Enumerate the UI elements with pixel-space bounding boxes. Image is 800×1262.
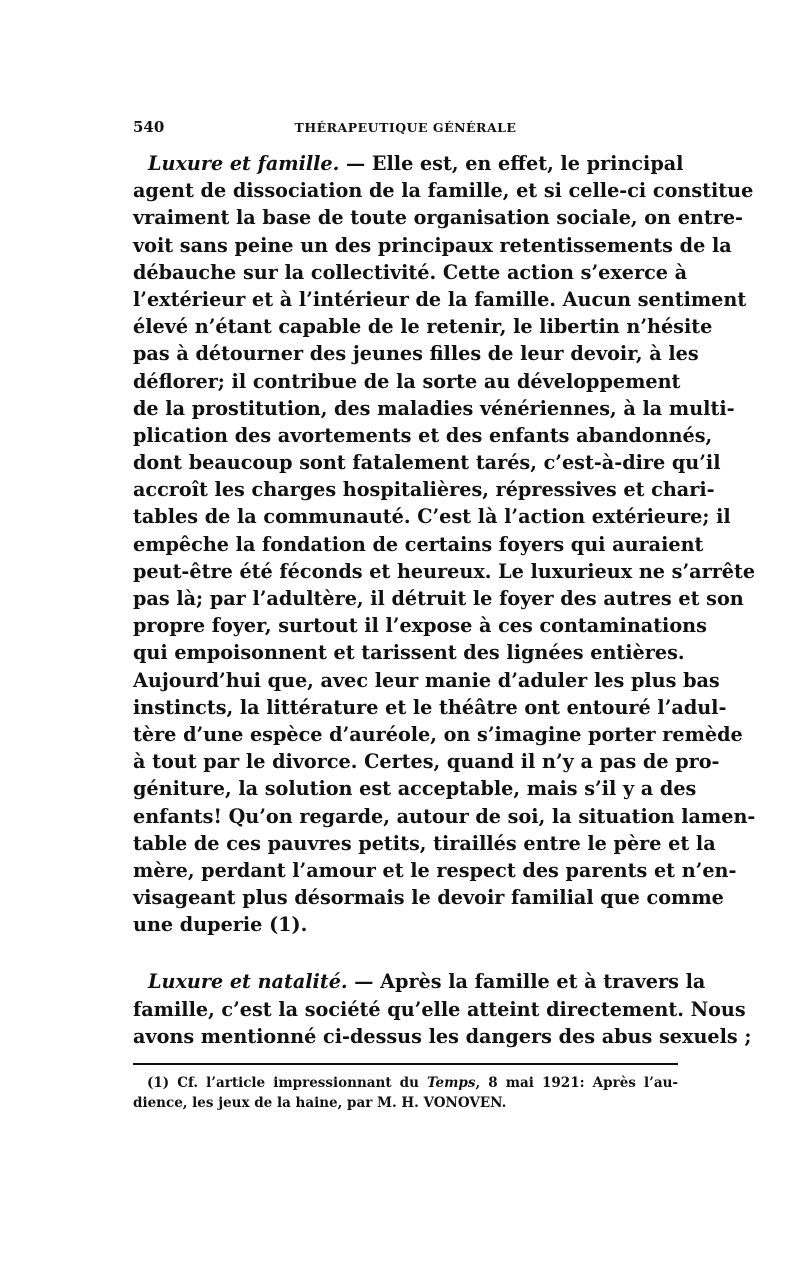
footnote-text: Cf. l’article impressionnant du <box>169 1075 428 1091</box>
text-line: Aujourd’hui que, avec leur manie d’aduler les plus bas <box>133 668 720 692</box>
text-line: peut-être été féconds et heureux. Le luxurieux ne s’arrête <box>133 559 756 583</box>
text-line: déflorer; il contribue de la sorte au développement <box>133 369 681 393</box>
text-line <box>133 150 684 177</box>
text-line: famille, c’est la société qu’elle atteint directement. Nous <box>133 997 746 1021</box>
footnote-rule <box>133 1063 678 1065</box>
footnote-journal-title: Temps <box>427 1075 476 1091</box>
text-line: accroît les charges hospitalières, répressives et chari- <box>133 478 715 502</box>
text-line <box>133 968 706 995</box>
section-heading: Luxure et natalité. <box>148 970 348 994</box>
footnote-line <box>133 1073 678 1093</box>
text-line: de la prostitution, des maladies vénériennes, à la multi- <box>133 396 735 420</box>
text-line: débauche sur la collectivité. Cette action s’exerce à <box>133 260 688 284</box>
text-line: enfants! Qu’on regarde, autour de soi, la situation lamen- <box>133 804 756 828</box>
paragraph-luxure-et-natalite <box>133 968 752 1050</box>
text-line: visageant plus désormais le devoir familial que comme <box>133 886 724 910</box>
footnote-text: , 8 mai 1921: Après l’au- <box>475 1075 678 1091</box>
paragraph-gap <box>133 938 678 968</box>
text-line-content: — Elle est, en effet, le principal <box>339 152 684 175</box>
footnotes <box>133 1073 678 1113</box>
running-header <box>133 118 678 142</box>
text-line: tables de la communauté. C’est là l’action extérieure; il <box>133 505 731 529</box>
text-line: qui empoisonnent et tarissent des lignées entières. <box>133 641 685 665</box>
text-line: élevé n’étant capable de le retenir, le libertin n’hésite <box>133 315 713 339</box>
text-line: dont beaucoup sont fatalement tarés, c’est-à-dire qu’il <box>133 451 721 475</box>
text-line: plication des avortements et des enfants abandonnés, <box>133 423 713 447</box>
text-line-content: — Après la famille et à travers la <box>347 970 706 994</box>
footnote-marker: (1) <box>147 1075 170 1091</box>
page-number: 540 <box>133 118 165 136</box>
section-heading: Luxure et famille. <box>148 152 340 175</box>
text-line: agent de dissociation de la famille, et si celle-ci constitue <box>133 179 754 203</box>
text-line: pas là; par l’adultère, il détruit le foyer des autres et son <box>133 587 744 610</box>
text-line: mère, perdant l’amour et le respect des parents et n’en- <box>133 858 737 882</box>
paragraph-luxure-et-famille <box>133 150 756 938</box>
text-line: une duperie (1). <box>133 913 308 937</box>
text-line: tère d’une espèce d’auréole, on s’imagine porter remède <box>133 722 743 746</box>
footnote-line: dience, les jeux de la haine, par M. H. VONOVEN. <box>133 1095 507 1111</box>
text-line: propre foyer, surtout il l’expose à ces contaminations <box>133 614 707 638</box>
text-line: avons mentionné ci-dessus les dangers des abus sexuels ; <box>133 1024 752 1048</box>
text-line: à tout par le divorce. Certes, quand il n’y a pas de pro- <box>133 750 720 774</box>
main-text <box>133 150 756 1050</box>
text-line: l’extérieur et à l’intérieur de la famille. Aucun sentiment <box>133 287 747 311</box>
text-line: pas à détourner des jeunes filles de leur devoir, à les <box>133 342 699 366</box>
text-line: voit sans peine un des principaux retentissements de la <box>133 233 732 257</box>
text-line: table de ces pauvres petits, tiraillés entre le père et la <box>133 831 716 855</box>
text-line: instincts, la littérature et le théâtre ont entouré l’adul- <box>133 695 727 719</box>
text-line: vraiment la base de toute organisation sociale, on entre- <box>133 206 743 230</box>
text-line: empêche la fondation de certains foyers qui auraient <box>133 532 704 556</box>
text-line: géniture, la solution est acceptable, mais s’il y a des <box>133 777 697 801</box>
running-title: THÉRAPEUTIQUE GÉNÉRALE <box>294 120 517 135</box>
